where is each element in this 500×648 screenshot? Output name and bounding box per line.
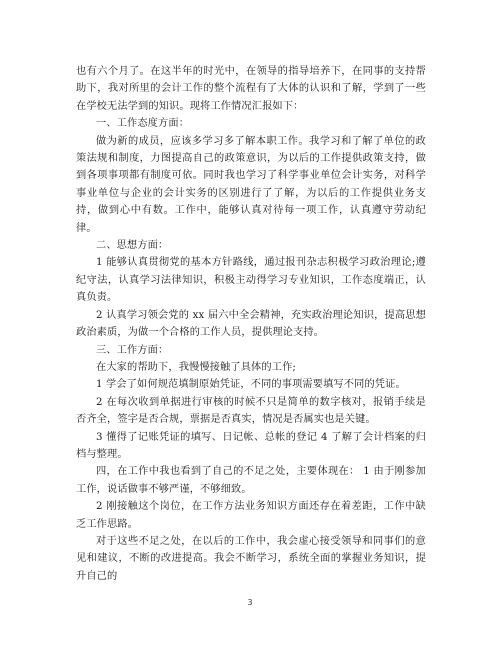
paragraph-shortcomings: 四，在工作中我也看到了自己的不足之处，主要体现在： 1 由于刚参加工作，说话做事不够严谨，不够细致。 [76, 466, 426, 495]
paragraph-work-2: 2 在每次收到单据进行审核的时候不只是简单的数字核对，报销手续是否齐全，签字是否合规，票据是否真实，情况是否属实也是关键。 [76, 396, 426, 426]
section-heading-thought: 二、思想方面： [96, 240, 169, 252]
section-heading-work: 三、工作方面： [96, 344, 169, 356]
paragraph-work-intro: 在大家的帮助下，我慢慢接触了具体的工作; [96, 361, 296, 373]
paragraph-intro: 也有六个月了。在这半年的时光中，在领导的指导培养下，在同事的支持帮助下，我对所里的会计工作的整个流程有了大体的认识和了解，学到了一些在学校无法学到的知识。现将工作情况汇报如下： [76, 66, 426, 112]
paragraph-work-1: 1 学会了如何规范填制原始凭证，不同的事项需要填写不同的凭证。 [96, 379, 406, 391]
paragraph-thought-2: 2 认真学习领会党的 xx 届六中全会精神，充实政治理论知识，提高思想政治素质，为做一个合格的工作人员，提供理论支持。 [76, 309, 426, 339]
paragraph-improvement: 对于这些不足之处，在以后的工作中，我会虚心接受领导和同事们的意见和建议，不断的改进提高。我会不断学习，系统全面的掌握业务知识，提升自己的 [76, 535, 426, 582]
paragraph-thought-1: 1 能够认真贯彻党的基本方针路线，通过报刊杂志积极学习政治理论;遵纪守法，认真学习法律知识，积极主动得学习专业知识，工作态度端正，认真负责。 [76, 257, 426, 304]
paragraph-attitude: 做为新的成员，应该多学习多了解本职工作。我学习和了解了单位的政策法规和制度，力图提高自己的政策意识，为以后的工作提供政策支持，做到各项事项都有制度可依。同时我也学习了科学事业单位会计实务，对科学事业单位与企业的会计实务的区别进行了了解，为以后的工作提供业务支持，做到心中有数。工作中，能够认真对待每一项工作，认真遵守劳动纪律。 [76, 135, 426, 234]
paragraph-work-3: 3 懂得了记账凭证的填写、日记帐、总帐的登记 4 了解了会计档案的归档与整理。 [76, 431, 426, 460]
paragraph-shortcomings-2: 2 刚接触这个岗位，在工作方法业务知识方面还存在着差距，工作中缺乏工作思路。 [76, 501, 426, 530]
section-heading-attitude: 一、工作态度方面： [96, 118, 190, 130]
page-number: 3 [247, 598, 253, 607]
document-body [76, 63, 426, 585]
